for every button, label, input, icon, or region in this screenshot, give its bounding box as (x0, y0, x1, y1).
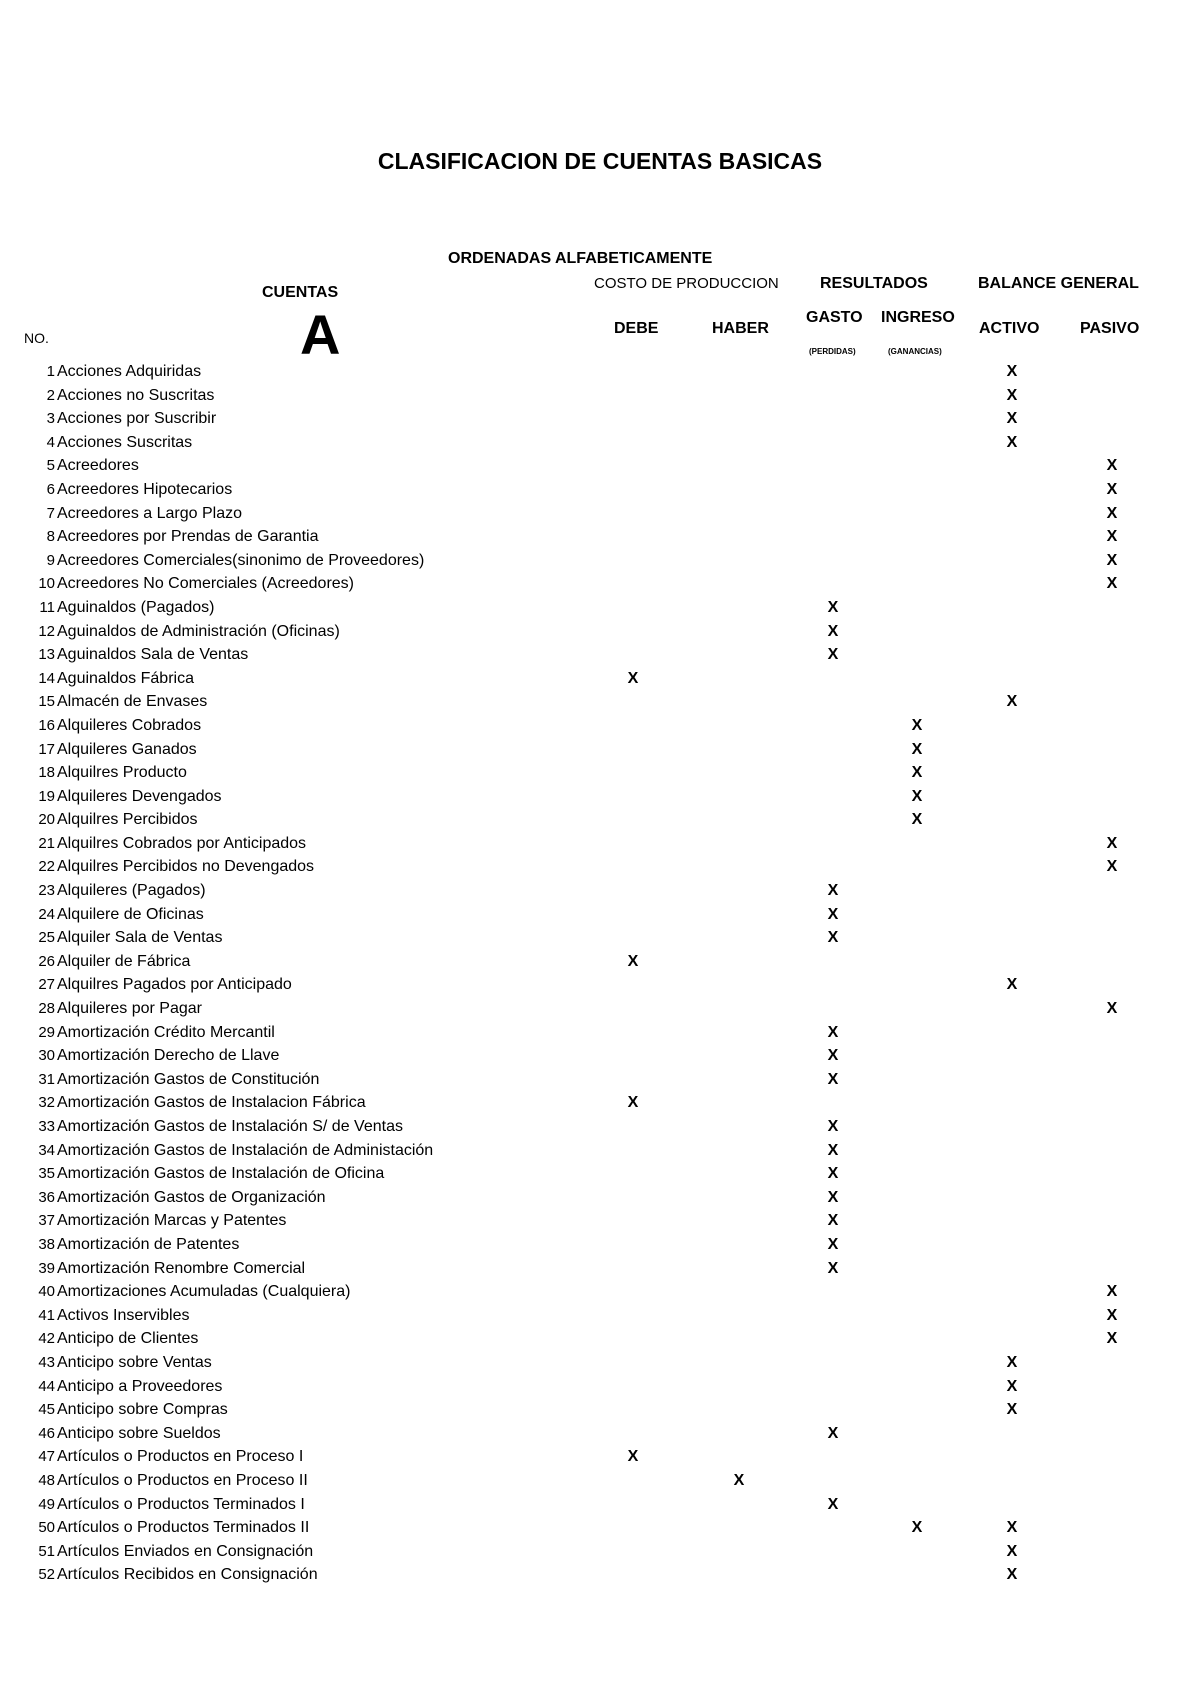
row-number: 12 (38, 622, 55, 640)
row-number: 27 (38, 976, 55, 994)
table-row (0, 1307, 1200, 1331)
account-name: Acciones no Suscritas (57, 386, 215, 404)
section-letter: A (300, 303, 341, 366)
header-activo: ACTIVO (979, 320, 1040, 337)
account-name: Alquiler Sala de Ventas (57, 929, 223, 947)
account-name: Artículos o Productos Terminados I (57, 1495, 305, 1513)
mark-haber: X (733, 1471, 745, 1489)
table-row (0, 764, 1200, 788)
account-name: Anticipo sobre Compras (57, 1401, 228, 1419)
account-name: Alquileres Ganados (57, 740, 197, 758)
row-number: 36 (38, 1188, 55, 1206)
account-name: Amortización Gastos de Instalacion Fábrica (57, 1094, 366, 1112)
header-perdidas: (PERDIDAS) (809, 347, 856, 356)
mark-gasto: X (827, 882, 839, 900)
table-row (0, 1496, 1200, 1520)
table-row (0, 1543, 1200, 1567)
table-row (0, 387, 1200, 411)
mark-activo: X (1006, 386, 1018, 404)
mark-gasto: X (827, 1495, 839, 1513)
table-row (0, 788, 1200, 812)
account-name: Alquileres Devengados (57, 787, 222, 805)
table-row (0, 575, 1200, 599)
mark-gasto: X (827, 1212, 839, 1230)
table-row (0, 1283, 1200, 1307)
mark-activo: X (1006, 693, 1018, 711)
account-name: Alquileres (Pagados) (57, 882, 206, 900)
account-name: Amortización Renombre Comercial (57, 1259, 306, 1277)
account-name: Artículos o Productos en Proceso I (57, 1448, 304, 1466)
header-cuentas: CUENTAS (262, 284, 339, 301)
mark-gasto: X (827, 1047, 839, 1065)
account-name: Amortización de Patentes (57, 1235, 240, 1253)
row-number: 4 (46, 433, 55, 451)
account-name: Alquilres Producto (57, 764, 187, 782)
table-row (0, 811, 1200, 835)
table-row (0, 1566, 1200, 1590)
account-name: Acreedores por Prendas de Garantia (57, 528, 319, 546)
row-number: 32 (38, 1094, 55, 1112)
account-name: Anticipo sobre Sueldos (57, 1424, 221, 1442)
row-number: 1 (46, 363, 55, 380)
row-number: 7 (46, 504, 55, 522)
row-number: 52 (38, 1566, 55, 1584)
account-name: Acreedores (57, 457, 139, 475)
mark-activo: X (1006, 976, 1018, 994)
mark-debe: X (627, 1448, 639, 1466)
row-number: 37 (38, 1212, 55, 1230)
account-name: Artículos o Productos en Proceso II (57, 1471, 308, 1489)
mark-pasivo: X (1106, 1283, 1118, 1301)
mark-ingreso: X (911, 811, 923, 829)
mark-activo: X (1006, 363, 1018, 380)
table-row (0, 1448, 1200, 1472)
header-gasto: GASTO (806, 309, 863, 326)
row-number: 18 (38, 764, 55, 782)
table-row (0, 1354, 1200, 1378)
header-resultados: RESULTADOS (820, 275, 928, 292)
account-name: Alquilres Percibidos no Devengados (57, 858, 315, 876)
mark-pasivo: X (1106, 457, 1118, 475)
account-name: Alquilere de Oficinas (57, 905, 204, 923)
mark-gasto: X (827, 598, 839, 616)
row-number: 30 (38, 1047, 55, 1065)
header-pasivo: PASIVO (1080, 320, 1140, 337)
row-number: 15 (38, 693, 55, 711)
table-row (0, 552, 1200, 576)
table-row (0, 1260, 1200, 1284)
row-number: 49 (38, 1495, 55, 1513)
account-name: Acreedores Hipotecarios (57, 480, 233, 498)
row-number: 47 (38, 1448, 55, 1466)
mark-gasto: X (827, 646, 839, 664)
table-row (0, 363, 1200, 387)
account-name: Artículos o Productos Terminados II (57, 1519, 310, 1537)
mark-gasto: X (827, 622, 839, 640)
account-name: Acreedores No Comerciales (Acreedores) (57, 575, 354, 593)
header-balance-general: BALANCE GENERAL (978, 275, 1139, 292)
row-number: 46 (38, 1424, 55, 1442)
mark-ingreso: X (911, 740, 923, 758)
account-name: Acciones por Suscribir (57, 410, 217, 428)
account-name: Alquileres Cobrados (57, 716, 202, 734)
account-name: Acciones Adquiridas (57, 363, 202, 380)
header-no: NO. (24, 330, 49, 346)
table-row (0, 1472, 1200, 1496)
accounts-table (0, 363, 1200, 1590)
table-row (0, 1401, 1200, 1425)
table-row (0, 929, 1200, 953)
table-row (0, 505, 1200, 529)
header-haber: HABER (712, 320, 769, 337)
account-name: Amortización Gastos de Instalación de Oficina (57, 1165, 385, 1183)
page-title: CLASIFICACION DE CUENTAS BASICAS (377, 148, 823, 174)
row-number: 42 (38, 1330, 55, 1348)
header-ingreso: INGRESO (881, 309, 955, 326)
table-row (0, 858, 1200, 882)
account-name: Amortizaciones Acumuladas (Cualquiera) (57, 1283, 351, 1301)
row-number: 3 (46, 410, 55, 428)
account-name: Anticipo de Clientes (57, 1330, 199, 1348)
row-number: 51 (38, 1542, 55, 1560)
row-number: 19 (38, 787, 55, 805)
account-name: Amortización Marcas y Patentes (57, 1212, 287, 1230)
row-number: 41 (38, 1306, 55, 1324)
row-number: 34 (38, 1141, 55, 1159)
row-number: 2 (46, 386, 55, 404)
header-ganancias: (GANANCIAS) (888, 347, 942, 356)
mark-gasto: X (827, 905, 839, 923)
table-row (0, 741, 1200, 765)
table-row (0, 1189, 1200, 1213)
table-row (0, 1094, 1200, 1118)
table-row (0, 717, 1200, 741)
row-number: 13 (38, 646, 55, 664)
account-name: Amortización Gastos de Instalación de Administación (57, 1141, 434, 1159)
mark-activo: X (1006, 1519, 1018, 1537)
table-row (0, 1047, 1200, 1071)
mark-debe: X (627, 669, 639, 687)
table-row (0, 1236, 1200, 1260)
table-row (0, 1165, 1200, 1189)
row-number: 21 (38, 834, 55, 852)
row-number: 5 (46, 457, 55, 475)
row-number: 39 (38, 1259, 55, 1277)
header-costo-produccion: COSTO DE PRODUCCION (594, 275, 779, 292)
mark-pasivo: X (1106, 504, 1118, 522)
mark-pasivo: X (1106, 551, 1118, 569)
mark-pasivo: X (1106, 1000, 1118, 1018)
row-number: 9 (46, 551, 55, 569)
mark-debe: X (627, 952, 639, 970)
account-name: Almacén de Envases (57, 693, 208, 711)
account-name: Artículos Enviados en Consignación (57, 1542, 314, 1560)
mark-ingreso: X (911, 764, 923, 782)
row-number: 20 (38, 811, 55, 829)
mark-pasivo: X (1106, 1306, 1118, 1324)
mark-gasto: X (827, 1424, 839, 1442)
account-name: Acreedores a Largo Plazo (57, 504, 242, 522)
row-number: 29 (38, 1023, 55, 1041)
mark-ingreso: X (911, 787, 923, 805)
row-number: 22 (38, 858, 55, 876)
row-number: 8 (46, 528, 55, 546)
account-name: Acciones Suscritas (57, 433, 193, 451)
table-row (0, 976, 1200, 1000)
row-number: 38 (38, 1235, 55, 1253)
mark-ingreso: X (911, 716, 923, 734)
mark-pasivo: X (1106, 480, 1118, 498)
row-number: 28 (38, 1000, 55, 1018)
row-number: 10 (38, 575, 55, 593)
table-row (0, 1071, 1200, 1095)
account-name: Amortización Derecho de Llave (57, 1047, 280, 1065)
table-row (0, 1118, 1200, 1142)
account-name: Anticipo sobre Ventas (57, 1353, 212, 1371)
account-name: Activos Inservibles (57, 1306, 190, 1324)
table-row (0, 434, 1200, 458)
row-number: 23 (38, 882, 55, 900)
mark-pasivo: X (1106, 858, 1118, 876)
table-row (0, 835, 1200, 859)
mark-gasto: X (827, 1118, 839, 1135)
table-row (0, 670, 1200, 694)
table-row (0, 646, 1200, 670)
mark-activo: X (1006, 1401, 1018, 1419)
row-number: 44 (38, 1377, 55, 1395)
row-number: 16 (38, 716, 55, 734)
mark-activo: X (1006, 1353, 1018, 1371)
row-number: 17 (38, 740, 55, 758)
table-row (0, 1378, 1200, 1402)
table-row (0, 1212, 1200, 1236)
row-number: 26 (38, 952, 55, 970)
account-name: Alquilres Percibidos (57, 811, 198, 829)
account-name: Amortización Crédito Mercantil (57, 1023, 275, 1041)
mark-activo: X (1006, 433, 1018, 451)
table-row (0, 457, 1200, 481)
row-number: 11 (39, 598, 55, 616)
table-row (0, 528, 1200, 552)
mark-pasivo: X (1106, 528, 1118, 546)
account-name: Amortización Gastos de Instalación S/ de Ventas (57, 1118, 403, 1135)
mark-gasto: X (827, 1141, 839, 1159)
row-number: 45 (38, 1401, 55, 1419)
table-row (0, 623, 1200, 647)
row-number: 50 (38, 1519, 55, 1537)
table-row (0, 481, 1200, 505)
mark-debe: X (627, 1094, 639, 1112)
account-name: Aguinaldos Sala de Ventas (57, 646, 249, 664)
row-number: 25 (38, 929, 55, 947)
subtitle: ORDENADAS ALFABETICAMENTE (448, 250, 713, 267)
mark-pasivo: X (1106, 575, 1118, 593)
table-row (0, 906, 1200, 930)
row-number: 6 (46, 480, 55, 498)
table-row (0, 1142, 1200, 1166)
header-debe: DEBE (614, 320, 659, 337)
row-number: 31 (38, 1070, 55, 1088)
mark-pasivo: X (1106, 1330, 1118, 1348)
account-name: Aguinaldos Fábrica (57, 669, 194, 687)
mark-gasto: X (827, 1188, 839, 1206)
account-name: Artículos Recibidos en Consignación (57, 1566, 318, 1584)
mark-pasivo: X (1106, 834, 1118, 852)
account-name: Alquilres Cobrados por Anticipados (57, 834, 307, 852)
row-number: 24 (38, 905, 55, 923)
account-name: Anticipo a Proveedores (57, 1377, 223, 1395)
account-name: Amortización Gastos de Constitución (57, 1070, 320, 1088)
mark-ingreso: X (911, 1519, 923, 1537)
account-name: Amortización Gastos de Organización (57, 1188, 326, 1206)
account-name: Aguinaldos de Administración (Oficinas) (57, 622, 340, 640)
mark-activo: X (1006, 410, 1018, 428)
account-name: Acreedores Comerciales(sinonimo de Proveedores) (57, 551, 425, 569)
mark-gasto: X (827, 1165, 839, 1183)
mark-activo: X (1006, 1542, 1018, 1560)
table-row (0, 693, 1200, 717)
mark-activo: X (1006, 1566, 1018, 1584)
table-row (0, 1024, 1200, 1048)
table-row (0, 410, 1200, 434)
row-number: 33 (38, 1118, 55, 1135)
table-row (0, 953, 1200, 977)
mark-gasto: X (827, 1235, 839, 1253)
table-row (0, 882, 1200, 906)
mark-gasto: X (827, 1023, 839, 1041)
mark-activo: X (1006, 1377, 1018, 1395)
mark-gasto: X (827, 1070, 839, 1088)
account-name: Aguinaldos (Pagados) (57, 598, 215, 616)
account-name: Alquileres por Pagar (57, 1000, 202, 1018)
account-name: Alquilres Pagados por Anticipado (57, 976, 292, 994)
table-row (0, 1425, 1200, 1449)
row-number: 43 (38, 1353, 55, 1371)
row-number: 48 (38, 1471, 55, 1489)
row-number: 35 (38, 1165, 55, 1183)
table-row (0, 1519, 1200, 1543)
table-row (0, 1330, 1200, 1354)
mark-gasto: X (827, 929, 839, 947)
mark-gasto: X (827, 1259, 839, 1277)
row-number: 40 (38, 1283, 55, 1301)
table-row (0, 599, 1200, 623)
table-row (0, 1000, 1200, 1024)
account-name: Alquiler de Fábrica (57, 952, 191, 970)
row-number: 14 (38, 669, 55, 687)
